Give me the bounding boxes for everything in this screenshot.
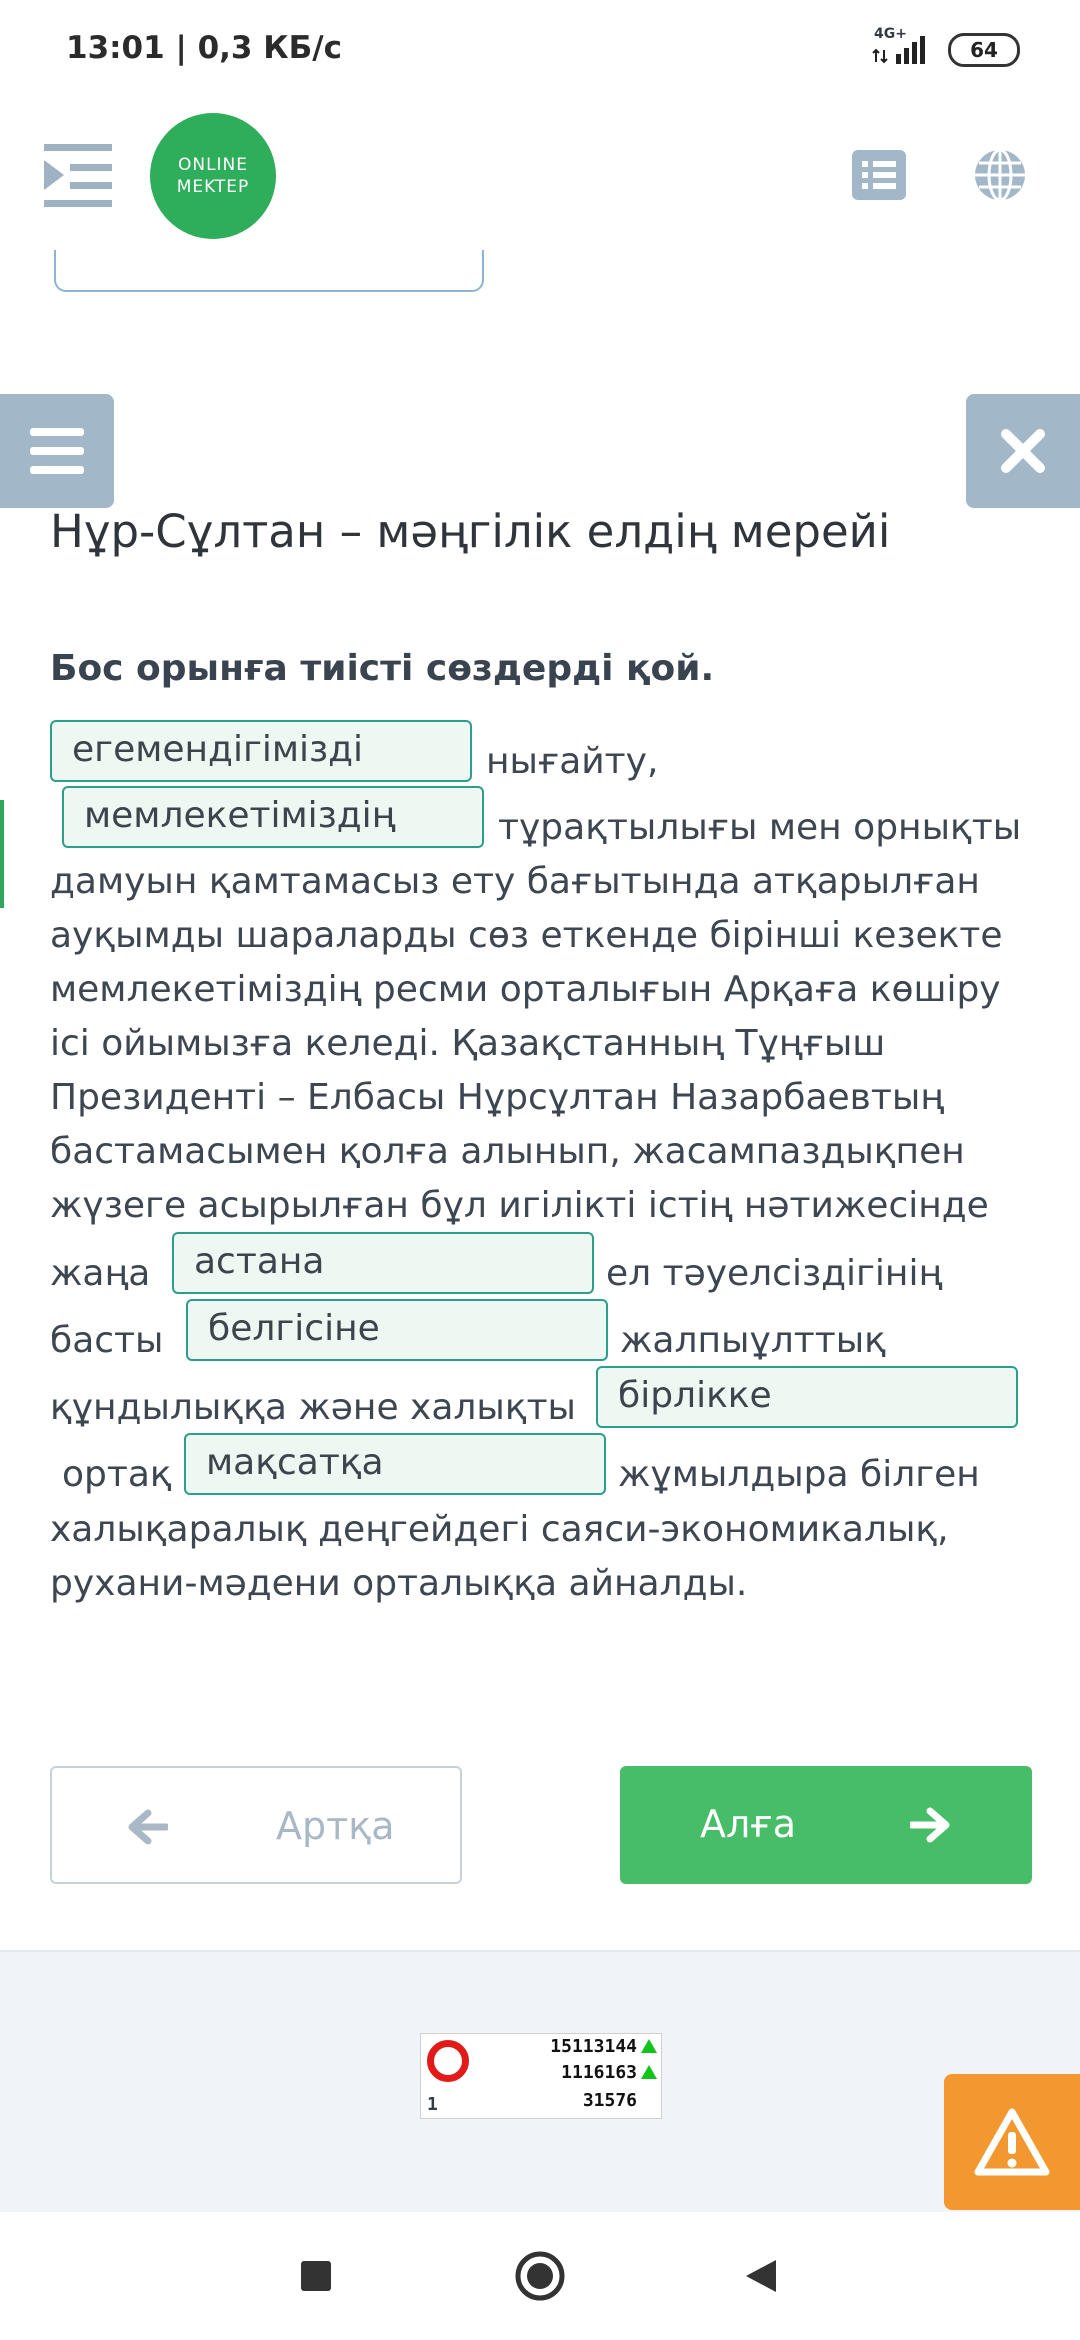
globe-icon[interactable] xyxy=(970,145,1030,205)
signal-icon xyxy=(870,26,940,66)
counter-corner-number: 1 xyxy=(427,2094,438,2115)
text-line: жаңа xyxy=(50,1253,151,1294)
text-line: мемлекетіміздің ресми орталығын Арқаға көшіру xyxy=(50,969,1001,1010)
next-button-label: Алға xyxy=(700,1802,797,1846)
close-icon xyxy=(966,394,1080,508)
blank-slot-3[interactable]: астана xyxy=(172,1232,594,1294)
counter-value: 31576 xyxy=(582,2090,637,2111)
text-line: ауқымды шараларды сөз еткенде бірінші кезекте xyxy=(50,915,1003,956)
visitor-counter[interactable] xyxy=(420,2033,662,2119)
text-line: рухани-мәдени орталыққа айналды. xyxy=(50,1563,748,1604)
back-button[interactable] xyxy=(50,1766,462,1884)
edge-indicator xyxy=(0,800,4,908)
counter-value: 15113144 xyxy=(550,2036,637,2057)
text-line: ел тәуелсіздігінің xyxy=(606,1253,943,1294)
status-time: 13:01 | 0,3 КБ/с xyxy=(66,30,342,66)
status-bar xyxy=(0,0,1080,100)
text-line: дамуын қамтамасыз ету бағытында атқарылған xyxy=(50,861,980,902)
recent-apps-icon[interactable] xyxy=(298,2258,334,2294)
text-line: тұрақтылығы мен орнықты xyxy=(498,807,1022,848)
list-icon[interactable] xyxy=(852,150,906,200)
back-nav-icon[interactable] xyxy=(742,2256,782,2296)
system-nav-bar xyxy=(0,2212,1080,2340)
blank-slot-2[interactable]: мемлекетіміздің xyxy=(62,786,484,848)
counter-logo-icon xyxy=(427,2040,469,2082)
up-arrow-icon xyxy=(641,2065,657,2079)
arrow-left-icon xyxy=(128,1809,168,1845)
online-mektep-logo[interactable] xyxy=(150,113,276,239)
text-line: құндылыққа және халықты xyxy=(50,1387,576,1428)
blank-slot-1[interactable]: егемендігімізді xyxy=(50,720,472,782)
text-line: жүзеге асырылған бұл игілікті істің нәтижесінде xyxy=(50,1185,989,1226)
warning-icon xyxy=(944,2074,1080,2210)
text-line: ортақ xyxy=(62,1454,172,1495)
instruction: Бос орынға тиісті сөздерді қой. xyxy=(50,648,715,689)
close-button[interactable] xyxy=(966,394,1080,508)
text-line: Президенті – Елбасы Нұрсұлтан Назарбаевтың xyxy=(50,1077,945,1118)
battery-icon: 64 xyxy=(948,33,1020,67)
text-line: халықаралық деңгейдегі саяси-экономикалық, xyxy=(50,1509,949,1550)
logo-line-1: ONLINE xyxy=(177,155,249,175)
text-line: нығайту, xyxy=(486,741,659,782)
text-line: жұмылдыра білген xyxy=(618,1454,980,1495)
text-line: бастамасымен қолға алынып, жасампаздықпен xyxy=(50,1131,965,1172)
report-button[interactable] xyxy=(944,2074,1080,2210)
menu-button[interactable] xyxy=(0,394,114,508)
text-line: басты xyxy=(50,1320,164,1361)
text-line: ісі ойымызға келеді. Қазақстанның Тұңғыш xyxy=(50,1023,886,1064)
sidebar-toggle-icon[interactable] xyxy=(40,140,116,210)
blank-slot-6[interactable]: мақсатқа xyxy=(184,1433,606,1495)
home-icon[interactable] xyxy=(514,2250,566,2302)
network-type: 4G+ xyxy=(874,26,907,42)
collapsed-field xyxy=(54,250,484,292)
logo-line-2: MEKTEP xyxy=(176,177,250,197)
next-button[interactable] xyxy=(620,1766,1032,1884)
page-title: Нұр-Сұлтан – мәңгілік елдің мерейі xyxy=(50,505,891,558)
back-button-label: Артқа xyxy=(276,1804,395,1848)
blank-slot-5[interactable]: бірлікке xyxy=(596,1366,1018,1428)
counter-value: 1116163 xyxy=(561,2062,637,2083)
arrow-right-icon xyxy=(910,1807,950,1843)
blank-slot-4[interactable]: белгісіне xyxy=(186,1299,608,1361)
text-line: жалпыұлттық xyxy=(620,1320,886,1361)
up-arrow-icon xyxy=(641,2039,657,2053)
